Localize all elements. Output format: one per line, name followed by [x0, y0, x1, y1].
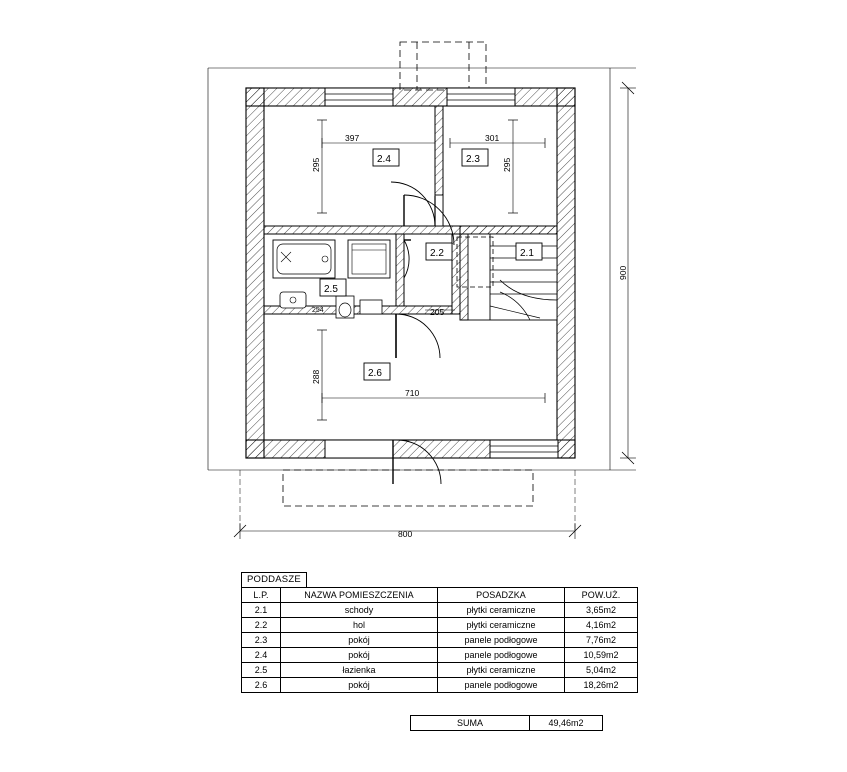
- cell-floor: płytki ceramiczne: [438, 663, 565, 678]
- dim-288: 288: [311, 369, 321, 384]
- dim-254: 254: [312, 307, 324, 314]
- cell-lp: 2.5: [242, 663, 281, 678]
- sum-value: 49,46m2: [530, 716, 603, 731]
- cell-area: 7,76m2: [565, 633, 638, 648]
- room-tag-2-6: 2.6: [368, 368, 382, 379]
- cell-name: pokój: [281, 678, 438, 693]
- room-schedule: [241, 572, 638, 693]
- dim-800: 800: [398, 529, 413, 539]
- cell-lp: 2.2: [242, 618, 281, 633]
- table-row: [242, 678, 638, 693]
- cell-lp: 2.3: [242, 633, 281, 648]
- dim-900: 900: [618, 265, 628, 280]
- cell-lp: 2.4: [242, 648, 281, 663]
- table-row: [242, 633, 638, 648]
- cell-floor: panele podłogowe: [438, 678, 565, 693]
- cell-area: 10,59m2: [565, 648, 638, 663]
- cell-area: 18,26m2: [565, 678, 638, 693]
- table-row: [242, 648, 638, 663]
- cell-name: pokój: [281, 633, 438, 648]
- cell-floor: panele podłogowe: [438, 648, 565, 663]
- header-floor: POSADZKA: [438, 588, 565, 603]
- room-tag-2-1: 2.1: [520, 248, 534, 259]
- room-table: [241, 587, 638, 693]
- table-row: [242, 618, 638, 633]
- room-tag-2-4: 2.4: [377, 154, 391, 165]
- header-area: POW.UŻ.: [565, 588, 638, 603]
- table-row: [242, 663, 638, 678]
- cell-area: 3,65m2: [565, 603, 638, 618]
- room-tag-2-3: 2.3: [466, 154, 480, 165]
- dim-205: 205: [430, 307, 445, 317]
- dim-295-left: 295: [311, 157, 321, 172]
- cell-name: łazienka: [281, 663, 438, 678]
- dim-397: 397: [345, 133, 360, 143]
- table-row: [242, 603, 638, 618]
- sum-row: [410, 715, 603, 731]
- header-lp: L.P.: [242, 588, 281, 603]
- sum-label: SUMA: [411, 716, 530, 731]
- sum-table: [410, 715, 603, 731]
- dim-710: 710: [405, 388, 420, 398]
- schedule-title: PODDASZE: [241, 572, 307, 588]
- room-tag-2-2: 2.2: [430, 248, 444, 259]
- cell-name: pokój: [281, 648, 438, 663]
- dim-295-right: 295: [502, 157, 512, 172]
- cell-name: hol: [281, 618, 438, 633]
- cell-area: 4,16m2: [565, 618, 638, 633]
- header-name: NAZWA POMIESZCZENIA: [281, 588, 438, 603]
- room-tag-2-5: 2.5: [324, 284, 338, 295]
- cell-floor: płytki ceramiczne: [438, 603, 565, 618]
- cell-area: 5,04m2: [565, 663, 638, 678]
- cell-floor: panele podłogowe: [438, 633, 565, 648]
- cell-name: schody: [281, 603, 438, 618]
- table-header-row: [242, 588, 638, 603]
- dim-301: 301: [485, 133, 500, 143]
- cell-lp: 2.6: [242, 678, 281, 693]
- cell-lp: 2.1: [242, 603, 281, 618]
- cell-floor: płytki ceramiczne: [438, 618, 565, 633]
